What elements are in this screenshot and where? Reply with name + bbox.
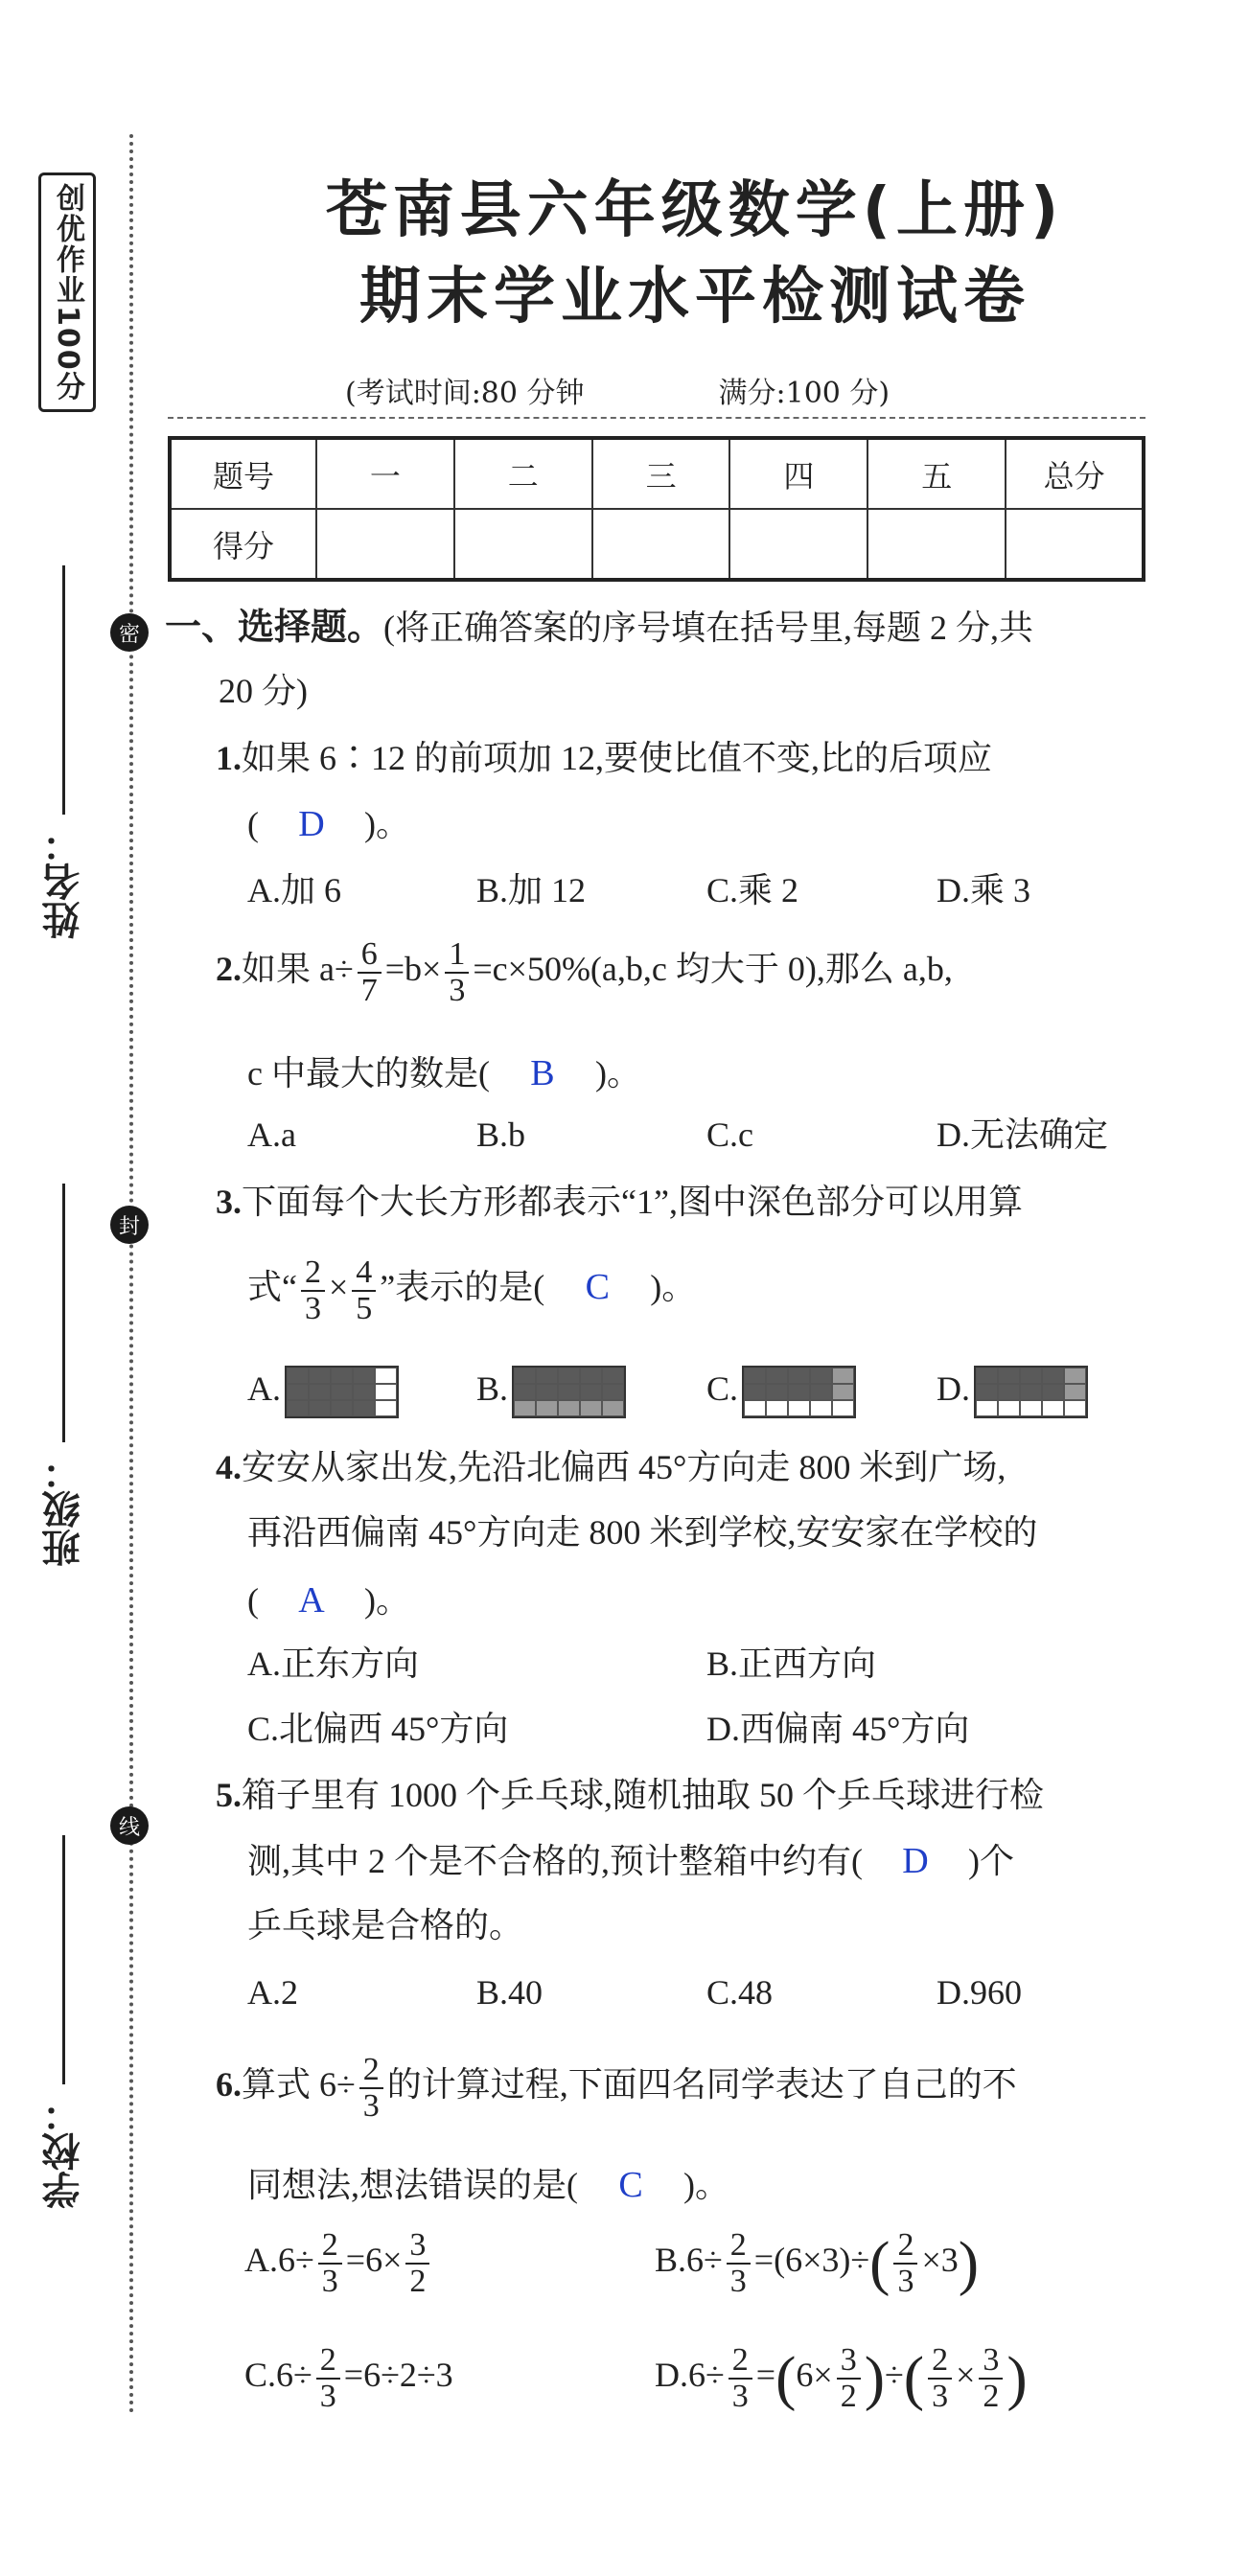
- q2-answer-line: [247, 1052, 641, 1096]
- fraction-denominator: 3: [729, 2378, 752, 2414]
- fraction-2-3: [318, 2228, 342, 2298]
- fraction-numerator: 3: [983, 2342, 1000, 2378]
- fraction-numerator: 2: [362, 2052, 380, 2087]
- q4-answer[interactable]: A: [298, 1580, 325, 1621]
- fraction-denominator: 3: [727, 2263, 751, 2299]
- fraction-denominator: 3: [301, 1290, 325, 1326]
- q1-close-paren: )。: [364, 805, 410, 843]
- fraction-denominator: 2: [979, 2378, 1003, 2414]
- q3-number: 3.: [216, 1183, 242, 1221]
- q3-fraction-4-5: [352, 1255, 376, 1325]
- q3-option-a[interactable]: [247, 1366, 399, 1418]
- q6-option-a[interactable]: [244, 2228, 433, 2298]
- q3-option-b[interactable]: [476, 1366, 626, 1418]
- q3-option-d-label: D.: [937, 1368, 970, 1408]
- fraction-denominator: 3: [928, 2378, 952, 2414]
- brand-badge: [38, 172, 96, 412]
- score-table-cell: 二: [454, 438, 592, 509]
- q6-text-part1: 算式 6÷: [242, 2064, 356, 2104]
- q2-option-b[interactable]: B.b: [476, 1116, 526, 1154]
- score-table-cell: 总分: [1006, 438, 1144, 509]
- q2-text-part3: =c×50%(a,b,c 均大于 0),那么 a,b,: [473, 949, 953, 988]
- q3-option-c-grid: [742, 1366, 856, 1418]
- q4-stem-line2: 再沿西偏南 45°方向走 800 米到学校,安安家在学校的: [247, 1513, 1038, 1552]
- q6-answer[interactable]: C: [618, 2165, 643, 2205]
- binding-dotted-line: [129, 134, 133, 2415]
- q6-number: 6.: [216, 2064, 242, 2104]
- q1-stem: [216, 738, 992, 779]
- q4-close-paren: )。: [364, 1581, 410, 1620]
- score-table-cell: 三: [592, 438, 730, 509]
- q6-option-b-tail: ×3: [921, 2240, 959, 2279]
- right-paren: ): [958, 2228, 980, 2297]
- fraction-numerator: 4: [356, 1254, 373, 1290]
- q6-option-d-eq: =: [755, 2355, 776, 2394]
- fraction-denominator: 3: [318, 2263, 342, 2299]
- q3-answer[interactable]: C: [585, 1266, 610, 1307]
- score-table-cell: 得分: [170, 509, 316, 580]
- left-paren: (: [903, 2343, 925, 2412]
- q3-expression-line: [247, 1255, 696, 1325]
- q6-option-b-label: B.6÷: [655, 2240, 723, 2279]
- q3-option-c[interactable]: [706, 1366, 856, 1418]
- q6-option-c-eq: =6÷2÷3: [343, 2355, 453, 2394]
- divide-sign: ÷: [885, 2355, 904, 2394]
- q5-option-b[interactable]: B.40: [476, 1973, 544, 2012]
- fraction-2-3: [729, 2343, 752, 2413]
- q5-stem-line2: [247, 1840, 1014, 1884]
- score-input-cell[interactable]: [1006, 509, 1144, 580]
- exam-info: [345, 369, 890, 411]
- q1-open-paren: (: [247, 805, 259, 843]
- left-paren: (: [869, 2228, 890, 2297]
- fraction-numerator: 2: [304, 1254, 321, 1290]
- q5-stem-line1: [216, 1775, 1044, 1816]
- q3-text-part1: 式“: [247, 1267, 297, 1306]
- score-table-cell: 一: [316, 438, 454, 509]
- q5-text-line1: 箱子里有 1000 个乒乓球,随机抽取 50 个乒乓球进行检: [242, 1776, 1045, 1814]
- fraction-numerator: 3: [409, 2227, 427, 2263]
- class-field-label: 班级：: [42, 1452, 86, 1567]
- q3-stem: [216, 1182, 1023, 1223]
- fraction-denominator: 3: [445, 972, 469, 1008]
- q6-option-d[interactable]: [655, 2343, 1028, 2413]
- fraction-2-3: [316, 2343, 340, 2413]
- q6-option-a-label: A.6÷: [244, 2240, 314, 2279]
- score-input-cell[interactable]: [867, 509, 1006, 580]
- q2-text-part2: =b×: [384, 949, 442, 988]
- q2-option-d[interactable]: D.无法确定: [937, 1116, 1108, 1154]
- q2-fraction-6-7: [358, 937, 382, 1007]
- q1-option-b[interactable]: B.加 12: [476, 871, 587, 909]
- exam-title-line2: 期末学业水平检测试卷: [359, 262, 1030, 333]
- q6-option-c-label: C.6÷: [244, 2355, 312, 2394]
- score-input-cell[interactable]: [454, 509, 592, 580]
- name-field-label: 姓名：: [42, 824, 86, 939]
- fraction-3-2: [837, 2343, 861, 2413]
- q4-option-c[interactable]: C.北偏西 45°方向: [247, 1710, 509, 1748]
- q4-option-d[interactable]: D.西偏南 45°方向: [706, 1710, 970, 1748]
- fraction-denominator: 5: [352, 1290, 376, 1326]
- q2-number: 2.: [216, 949, 242, 988]
- section-title: 一、选择题。: [165, 606, 384, 648]
- fraction-2-3: [893, 2228, 917, 2298]
- q1-option-a[interactable]: A.加 6: [247, 871, 341, 909]
- section-note: (将正确答案的序号填在括号里,每题 2 分,共: [383, 609, 1034, 647]
- q6-option-b[interactable]: [655, 2228, 979, 2298]
- fraction-denominator: 3: [359, 2087, 383, 2124]
- fraction-3-2: [405, 2228, 429, 2298]
- fraction-numerator: 6: [360, 936, 378, 972]
- fraction-3-2: [979, 2343, 1003, 2413]
- q5-text-line2b: )个: [968, 1842, 1014, 1880]
- q6-option-d-mid: 6×: [796, 2355, 833, 2394]
- fraction-denominator: 3: [893, 2263, 917, 2299]
- q3-option-c-label: C.: [706, 1368, 739, 1408]
- q4-number: 4.: [216, 1448, 242, 1486]
- exam-title-line1: 苍南县六年级数学(上册): [325, 175, 1065, 246]
- q5-text-line2a: 测,其中 2 个是不合格的,预计整箱中约有(: [247, 1842, 863, 1880]
- fraction-numerator: 1: [449, 936, 466, 972]
- score-input-cell[interactable]: [592, 509, 730, 580]
- q2-text-part1: 如果 a÷: [242, 949, 354, 988]
- q1-option-c[interactable]: C.乘 2: [706, 871, 799, 909]
- q5-option-d[interactable]: D.960: [937, 1973, 1022, 2012]
- times-sign: ×: [956, 2355, 976, 2394]
- q2-text-line2: c 中最大的数是(: [247, 1054, 490, 1092]
- right-paren: ): [864, 2343, 886, 2412]
- fraction-denominator: 2: [837, 2378, 861, 2414]
- score-table-header-row: [170, 438, 1144, 509]
- fraction-numerator: 3: [840, 2342, 857, 2378]
- q3-option-d-grid: [974, 1366, 1088, 1418]
- brand-badge-text: 创优作业100分: [51, 182, 84, 402]
- q6-text-line2: 同想法,想法错误的是(: [247, 2166, 578, 2204]
- q5-answer[interactable]: D: [902, 1841, 929, 1881]
- q1-answer[interactable]: D: [298, 804, 325, 844]
- q6-text-part2: 的计算过程,下面四名同学表达了自己的不: [386, 2064, 1017, 2104]
- q4-option-b[interactable]: B.正西方向: [706, 1644, 877, 1683]
- section-heading: [165, 606, 1033, 650]
- right-paren: ): [1006, 2343, 1028, 2412]
- q3-text-part2: ”表示的是(: [380, 1267, 545, 1306]
- q3-option-b-grid: [512, 1366, 626, 1418]
- q5-option-a[interactable]: A.2: [247, 1973, 298, 2012]
- q3-text: 下面每个大长方形都表示“1”,图中深色部分可以用算: [242, 1183, 1023, 1221]
- q2-option-c[interactable]: C.c: [706, 1116, 753, 1154]
- section-note-line2: 20 分): [219, 672, 308, 710]
- q4-open-paren: (: [247, 1581, 259, 1620]
- name-field: [36, 565, 91, 939]
- exam-time: (考试时间:80 分钟: [345, 377, 585, 410]
- school-field-label: 学校：: [42, 2094, 86, 2209]
- q3-option-b-label: B.: [476, 1368, 509, 1408]
- fraction-denominator: 2: [405, 2263, 429, 2299]
- q4-answer-line: [247, 1579, 410, 1623]
- fraction-numerator: 2: [932, 2342, 949, 2378]
- q4-option-a[interactable]: A.正东方向: [247, 1644, 419, 1683]
- q6-option-d-label: D.6÷: [655, 2355, 725, 2394]
- fraction-numerator: 2: [731, 2342, 749, 2378]
- left-paren: (: [775, 2343, 797, 2412]
- score-table-score-row: [170, 509, 1144, 580]
- q6-close-paren: )。: [683, 2166, 729, 2204]
- q6-fraction-2-3: [359, 2053, 383, 2123]
- score-table-cell: 四: [729, 438, 867, 509]
- seal-feng: 封: [110, 1206, 149, 1244]
- q2-fraction-1-3: [445, 937, 469, 1007]
- q6-option-b-eq: =(6×3)÷: [753, 2240, 870, 2279]
- score-table: [168, 436, 1145, 582]
- q5-number: 5.: [216, 1776, 242, 1814]
- q3-option-a-grid: [285, 1366, 399, 1418]
- q5-option-c[interactable]: C.48: [706, 1973, 774, 2012]
- q1-option-d[interactable]: D.乘 3: [937, 871, 1030, 909]
- school-field: [36, 1835, 91, 2209]
- q4-text-line1: 安安从家出发,先沿北偏西 45°方向走 800 米到广场,: [242, 1448, 1006, 1486]
- exam-full-score: 满分:100 分): [718, 377, 890, 410]
- name-field-line[interactable]: [62, 565, 65, 815]
- score-input-cell[interactable]: [729, 509, 867, 580]
- seal-xian: 线: [110, 1806, 149, 1845]
- fraction-2-3: [928, 2343, 952, 2413]
- q1-answer-line: [247, 803, 410, 847]
- q3-fraction-2-3: [301, 1255, 325, 1325]
- score-table-cell: 题号: [170, 438, 316, 509]
- fraction-2-3: [727, 2228, 751, 2298]
- q3-close-paren: )。: [650, 1267, 697, 1306]
- q3-option-a-label: A.: [247, 1368, 281, 1408]
- q2-stem: [216, 937, 953, 1007]
- seal-mi: 密: [110, 613, 149, 652]
- q4-stem-line1: [216, 1447, 1006, 1488]
- q3-option-d[interactable]: [937, 1366, 1088, 1418]
- q1-text: 如果 6∶12 的前项加 12,要使比值不变,比的后项应: [242, 739, 993, 777]
- q1-number: 1.: [216, 739, 242, 777]
- school-field-line[interactable]: [62, 1835, 65, 2084]
- q6-answer-line: [247, 2164, 729, 2208]
- score-table-cell: 五: [867, 438, 1006, 509]
- q2-close-paren: )。: [594, 1054, 641, 1092]
- q6-option-a-eq: =6×: [345, 2240, 403, 2279]
- q2-option-a[interactable]: A.a: [247, 1116, 296, 1154]
- score-input-cell[interactable]: [316, 509, 454, 580]
- class-field-line[interactable]: [62, 1184, 65, 1442]
- fraction-numerator: 2: [319, 2342, 336, 2378]
- q6-stem-line1: [216, 2053, 1017, 2123]
- class-field: [36, 1184, 91, 1567]
- fraction-numerator: 2: [321, 2227, 338, 2263]
- title-divider: [168, 417, 1145, 419]
- q5-stem-line3: 乒乓球是合格的。: [247, 1906, 524, 1944]
- fraction-numerator: 2: [729, 2227, 747, 2263]
- times-sign: ×: [328, 1267, 349, 1306]
- q6-option-c[interactable]: [244, 2343, 453, 2413]
- fraction-denominator: 7: [358, 972, 382, 1008]
- fraction-denominator: 3: [316, 2378, 340, 2414]
- q2-answer[interactable]: B: [530, 1053, 555, 1093]
- fraction-numerator: 2: [897, 2227, 914, 2263]
